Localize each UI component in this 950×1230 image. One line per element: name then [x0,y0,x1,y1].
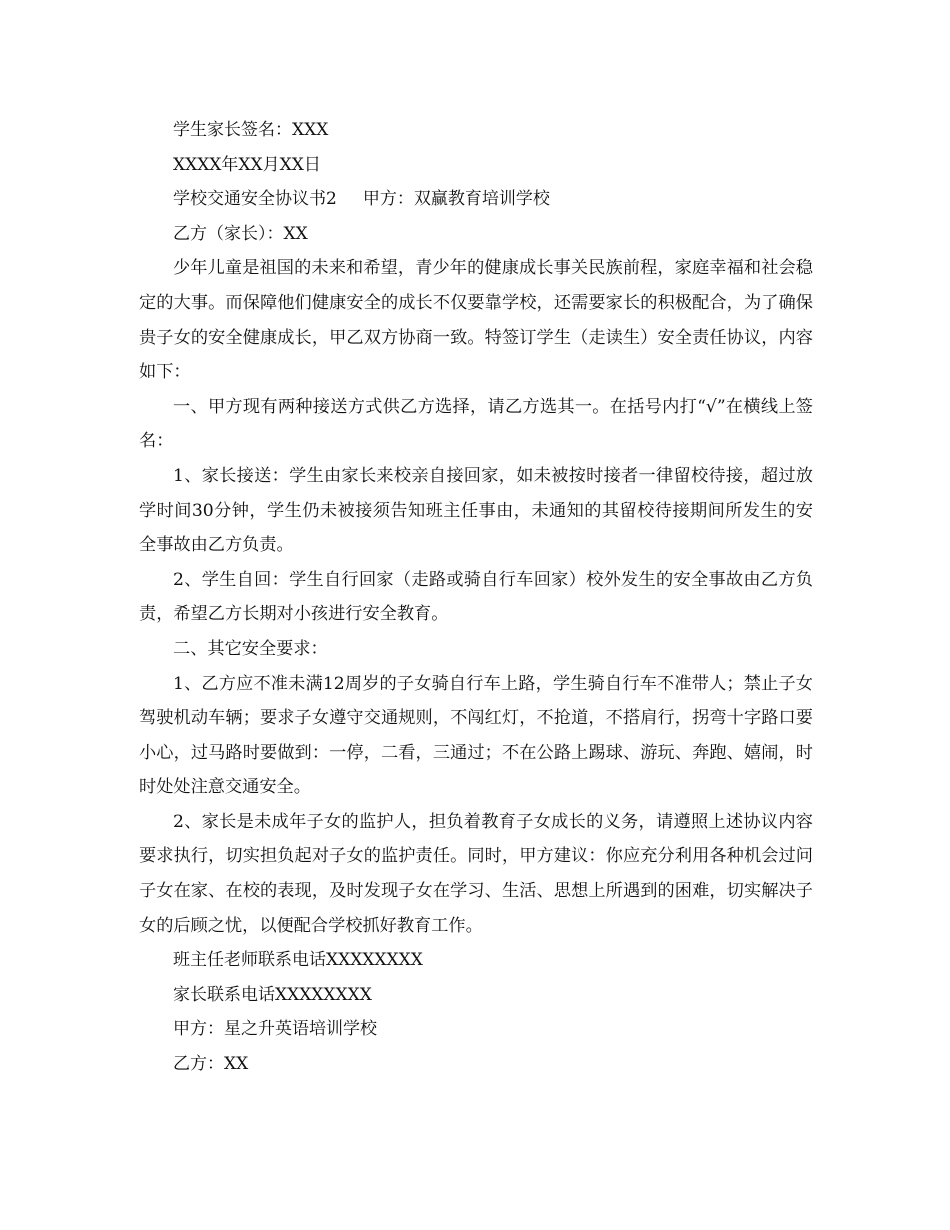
paragraph-traffic-rules: 1、乙方应不准未满12周岁的子女骑自行车上路，学生骑自行车不准带人；禁止子女驾驶机动车辆；要求子女遵守交通规则，不闯红灯，不抢道，不搭肩行，拐弯十字路口要小心，过马路时要做到：一停，二看，三通过；不在公路上踢球、游玩、奔跑、嬉闹，时时处处注意交通安全。 [139,673,813,798]
party-b-signature-line: 乙方：XX [173,1054,249,1075]
teacher-phone-line: 班主任老师联系电话XXXXXXXX [173,950,423,971]
paragraph-guardian-duty: 2、家长是未成年子女的监护人，担负着教育子女成长的义务，请遵照上述协议内容要求执行，切实担负起对子女的监护责任。同时，甲方建议：你应充分利用各种机会过问子女在家、在校的表现，及时发现子女在学习、生活、思想上所遇到的困难，切实解决子女的后顾之忧，以便配合学校抓好教育工作。 [139,811,813,936]
parent-signature-line: 学生家长签名：XXX [173,120,329,140]
parent-phone-line: 家长联系电话XXXXXXXX [173,984,372,1005]
party-a-signature-line: 甲方：星之升英语培训学校 [173,1019,377,1040]
paragraph-section-2: 二、其它安全要求： [173,638,328,659]
paragraph-self-return: 2、学生自回：学生自行回家（走路或骑自行车回家）校外发生的安全事故由乙方负责，希望乙方长期对小孩进行安全教育。 [139,569,813,625]
paragraph-parent-pickup: 1、家长接送：学生由家长来校亲自接回家，如未被按时接者一律留校待接，超过放学时间30分钟，学生仍未被接须告知班主任事由，未通知的其留校待接期间所发生的安全事故由乙方负责。 [139,465,813,556]
document-body [139,113,813,1082]
paragraph-section-1: 一、甲方现有两种接送方式供乙方选择，请乙方选其一。在括号内打“√”在横线上签名： [139,396,813,452]
date-line: XXXX年XX月XX日 [173,154,321,175]
party-a-line: 甲方：双赢教育培训学校 [362,189,550,210]
party-b-line: 乙方（家长）：XX [173,223,308,244]
agreement-title: 学校交通安全协议书2 [173,189,337,210]
agreement-title-line [139,182,813,217]
paragraph-intro: 少年儿童是祖国的未来和希望，青少年的健康成长事关民族前程，家庭幸福和社会稳定的大事。而保障他们健康安全的成长不仅要靠学校，还需要家长的积极配合，为了确保贵子女的安全健康成长，甲乙双方协商一致。特签订学生（走读生）安全责任协议，内容如下： [139,258,813,383]
